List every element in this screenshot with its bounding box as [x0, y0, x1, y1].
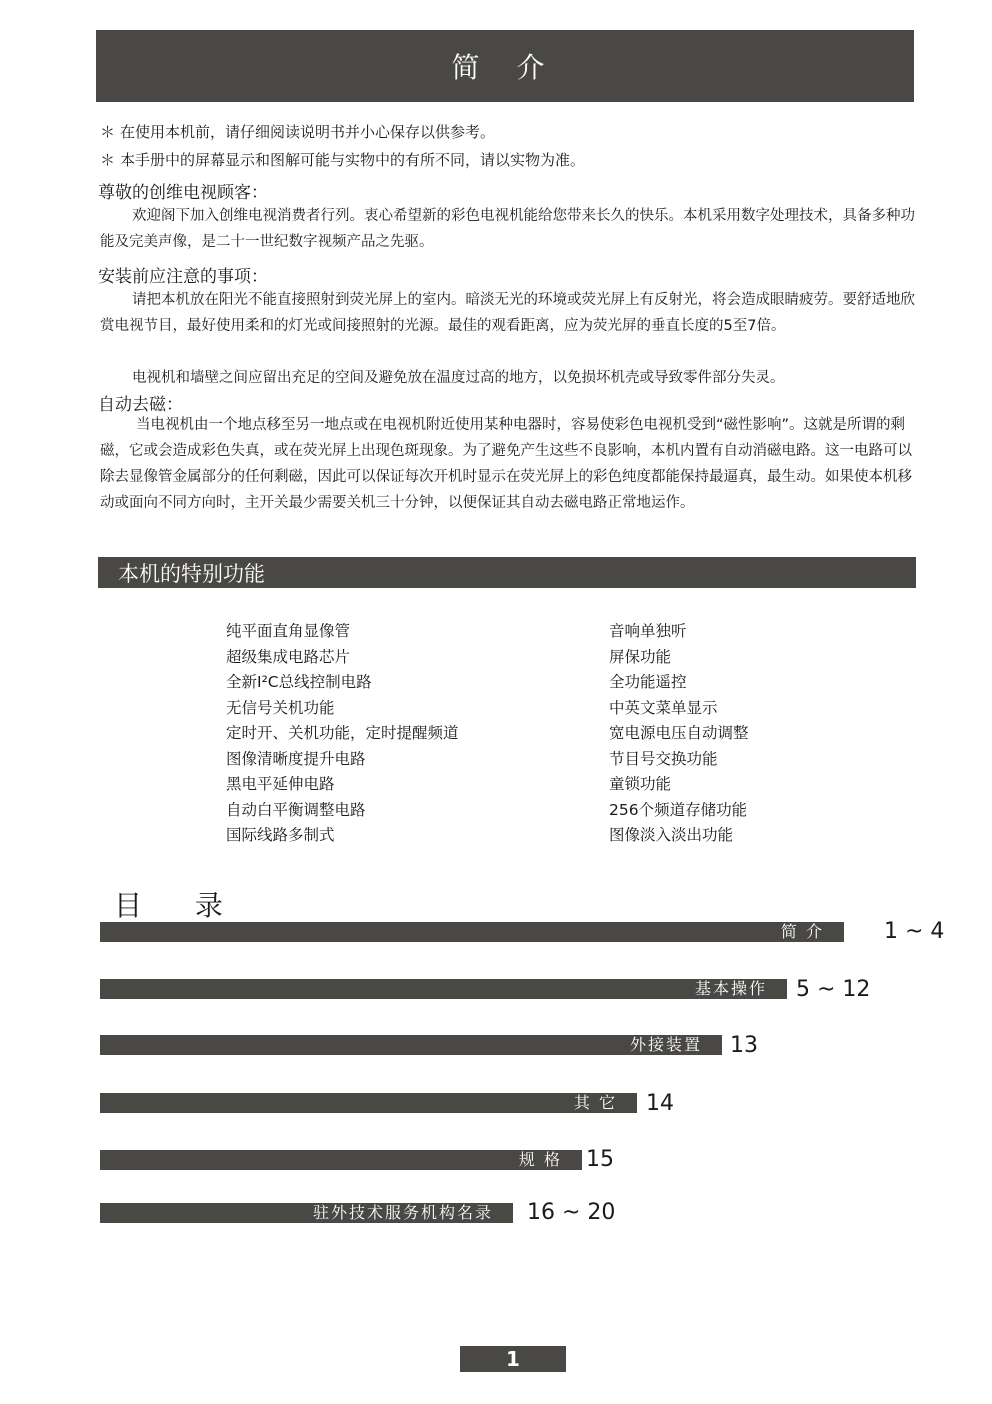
- feature-item: 自动白平衡调整电路: [226, 800, 366, 819]
- toc-entry-pages: 5 ~ 12: [796, 977, 871, 1002]
- feature-item: 音响单独听: [609, 622, 687, 640]
- feature-item: 国际线路多制式: [226, 826, 335, 844]
- feature-item: 节目号交换功能: [609, 749, 718, 768]
- feature-item: 256个频道存储功能: [609, 800, 748, 819]
- feature-item: 全新I²C总线控制电路: [226, 673, 372, 691]
- note-1-bullet: ＊: [100, 123, 116, 141]
- toc-entry-bar[interactable]: 外接装置: [100, 1035, 722, 1055]
- feature-item: 无信号关机功能: [226, 698, 335, 717]
- toc-entry-bar[interactable]: 其 它: [100, 1093, 637, 1113]
- feature-item: 童锁功能: [609, 775, 672, 793]
- feature-item: 纯平面直角显像管: [226, 622, 351, 640]
- greeting-body: 欢迎阁下加入创维电视消费者行列。衷心希望新的彩色电视机能给您带来长久的快乐。本机采用数字处理技术，具备多种功能及完美声像，是二十一世纪数字视频产品之先驱。: [100, 208, 915, 250]
- features-right-list: [609, 619, 749, 849]
- feature-item: 屏保功能: [609, 647, 672, 666]
- feature-item: 超级集成电路芯片: [226, 647, 351, 666]
- page-title: 简 介: [451, 51, 559, 84]
- toc-entry-pages: 14: [646, 1091, 674, 1116]
- page-title-bar: [96, 30, 914, 102]
- toc-entry-bar[interactable]: 规 格: [100, 1150, 582, 1170]
- feature-item: 定时开、关机功能，定时提醒频道: [226, 724, 459, 742]
- toc-entry-pages: 15: [586, 1147, 614, 1172]
- note-2-text: 本手册中的屏幕显示和图解可能与实物中的有所不同，请以实物为准。: [120, 151, 586, 169]
- feature-item: 黑电平延伸电路: [226, 775, 335, 793]
- greeting-heading: 尊敬的创维电视顾客：: [98, 183, 268, 203]
- toc-title: 目 录: [114, 889, 245, 922]
- toc-entry-bar[interactable]: 简 介: [100, 922, 844, 942]
- features-heading: 本机的特别功能: [118, 561, 265, 586]
- features-left-list: [226, 619, 459, 849]
- feature-item: 图像淡入淡出功能: [609, 826, 734, 844]
- features-heading-bar: [98, 557, 916, 588]
- install-body-1: 请把本机放在阳光不能直接照射到荧光屏上的室内。暗淡无光的环境或荧光屏上有反射光，将会造成眼睛疲劳。要舒适地欣赏电视节目，最好使用柔和的灯光或间接照射的光源。最佳的观看距离，应为荧光屏的垂直长度的5至7倍。: [100, 292, 915, 334]
- install-heading: 安装前应注意的事项：: [98, 267, 268, 287]
- note-1: [100, 121, 495, 142]
- page-number: 1: [460, 1346, 566, 1372]
- install-body-2: 电视机和墙壁之间应留出充足的空间及避免放在温度过高的地方，以免损坏机壳或导致零件部分失灵。: [132, 370, 785, 386]
- degauss-heading: 自动去磁：: [98, 395, 183, 415]
- toc-entry-pages: 16 ~ 20: [527, 1200, 616, 1225]
- degauss-body: 当电视机由一个地点移至另一地点或在电视机附近使用某种电器时，容易使彩色电视机受到“磁性影响”。这就是所谓的剩磁，它或会造成彩色失真，或在荧光屏上出现色斑现象。为了避免产生这些不良影响，本机内置有自动消磁电路。这一电路可以除去显像管金属部分的任何剩磁，因此可以保证每次开机时显示在荧光屏上的彩色纯度都能保持最逼真，最生动。如果使本机移动或面向不同方向时，主开关最少需要关机三十分钟，以便保证其自动去磁电路正常地运作。: [100, 417, 912, 511]
- feature-item: 全功能遥控: [609, 673, 687, 691]
- feature-item: 宽电源电压自动调整: [609, 724, 749, 742]
- feature-item: 中英文菜单显示: [609, 698, 718, 717]
- feature-item: 图像清晰度提升电路: [226, 749, 366, 768]
- note-1-text: 在使用本机前，请仔细阅读说明书并小心保存以供参考。: [120, 123, 496, 141]
- note-2-bullet: ＊: [100, 151, 116, 169]
- note-2: [100, 149, 585, 170]
- toc-entry-pages: 13: [730, 1033, 758, 1058]
- toc-entry-bar[interactable]: 驻外技术服务机构名录: [100, 1203, 513, 1223]
- toc-entry-pages: 1 ~ 4: [884, 919, 945, 944]
- toc-entry-bar[interactable]: 基本操作: [100, 979, 787, 999]
